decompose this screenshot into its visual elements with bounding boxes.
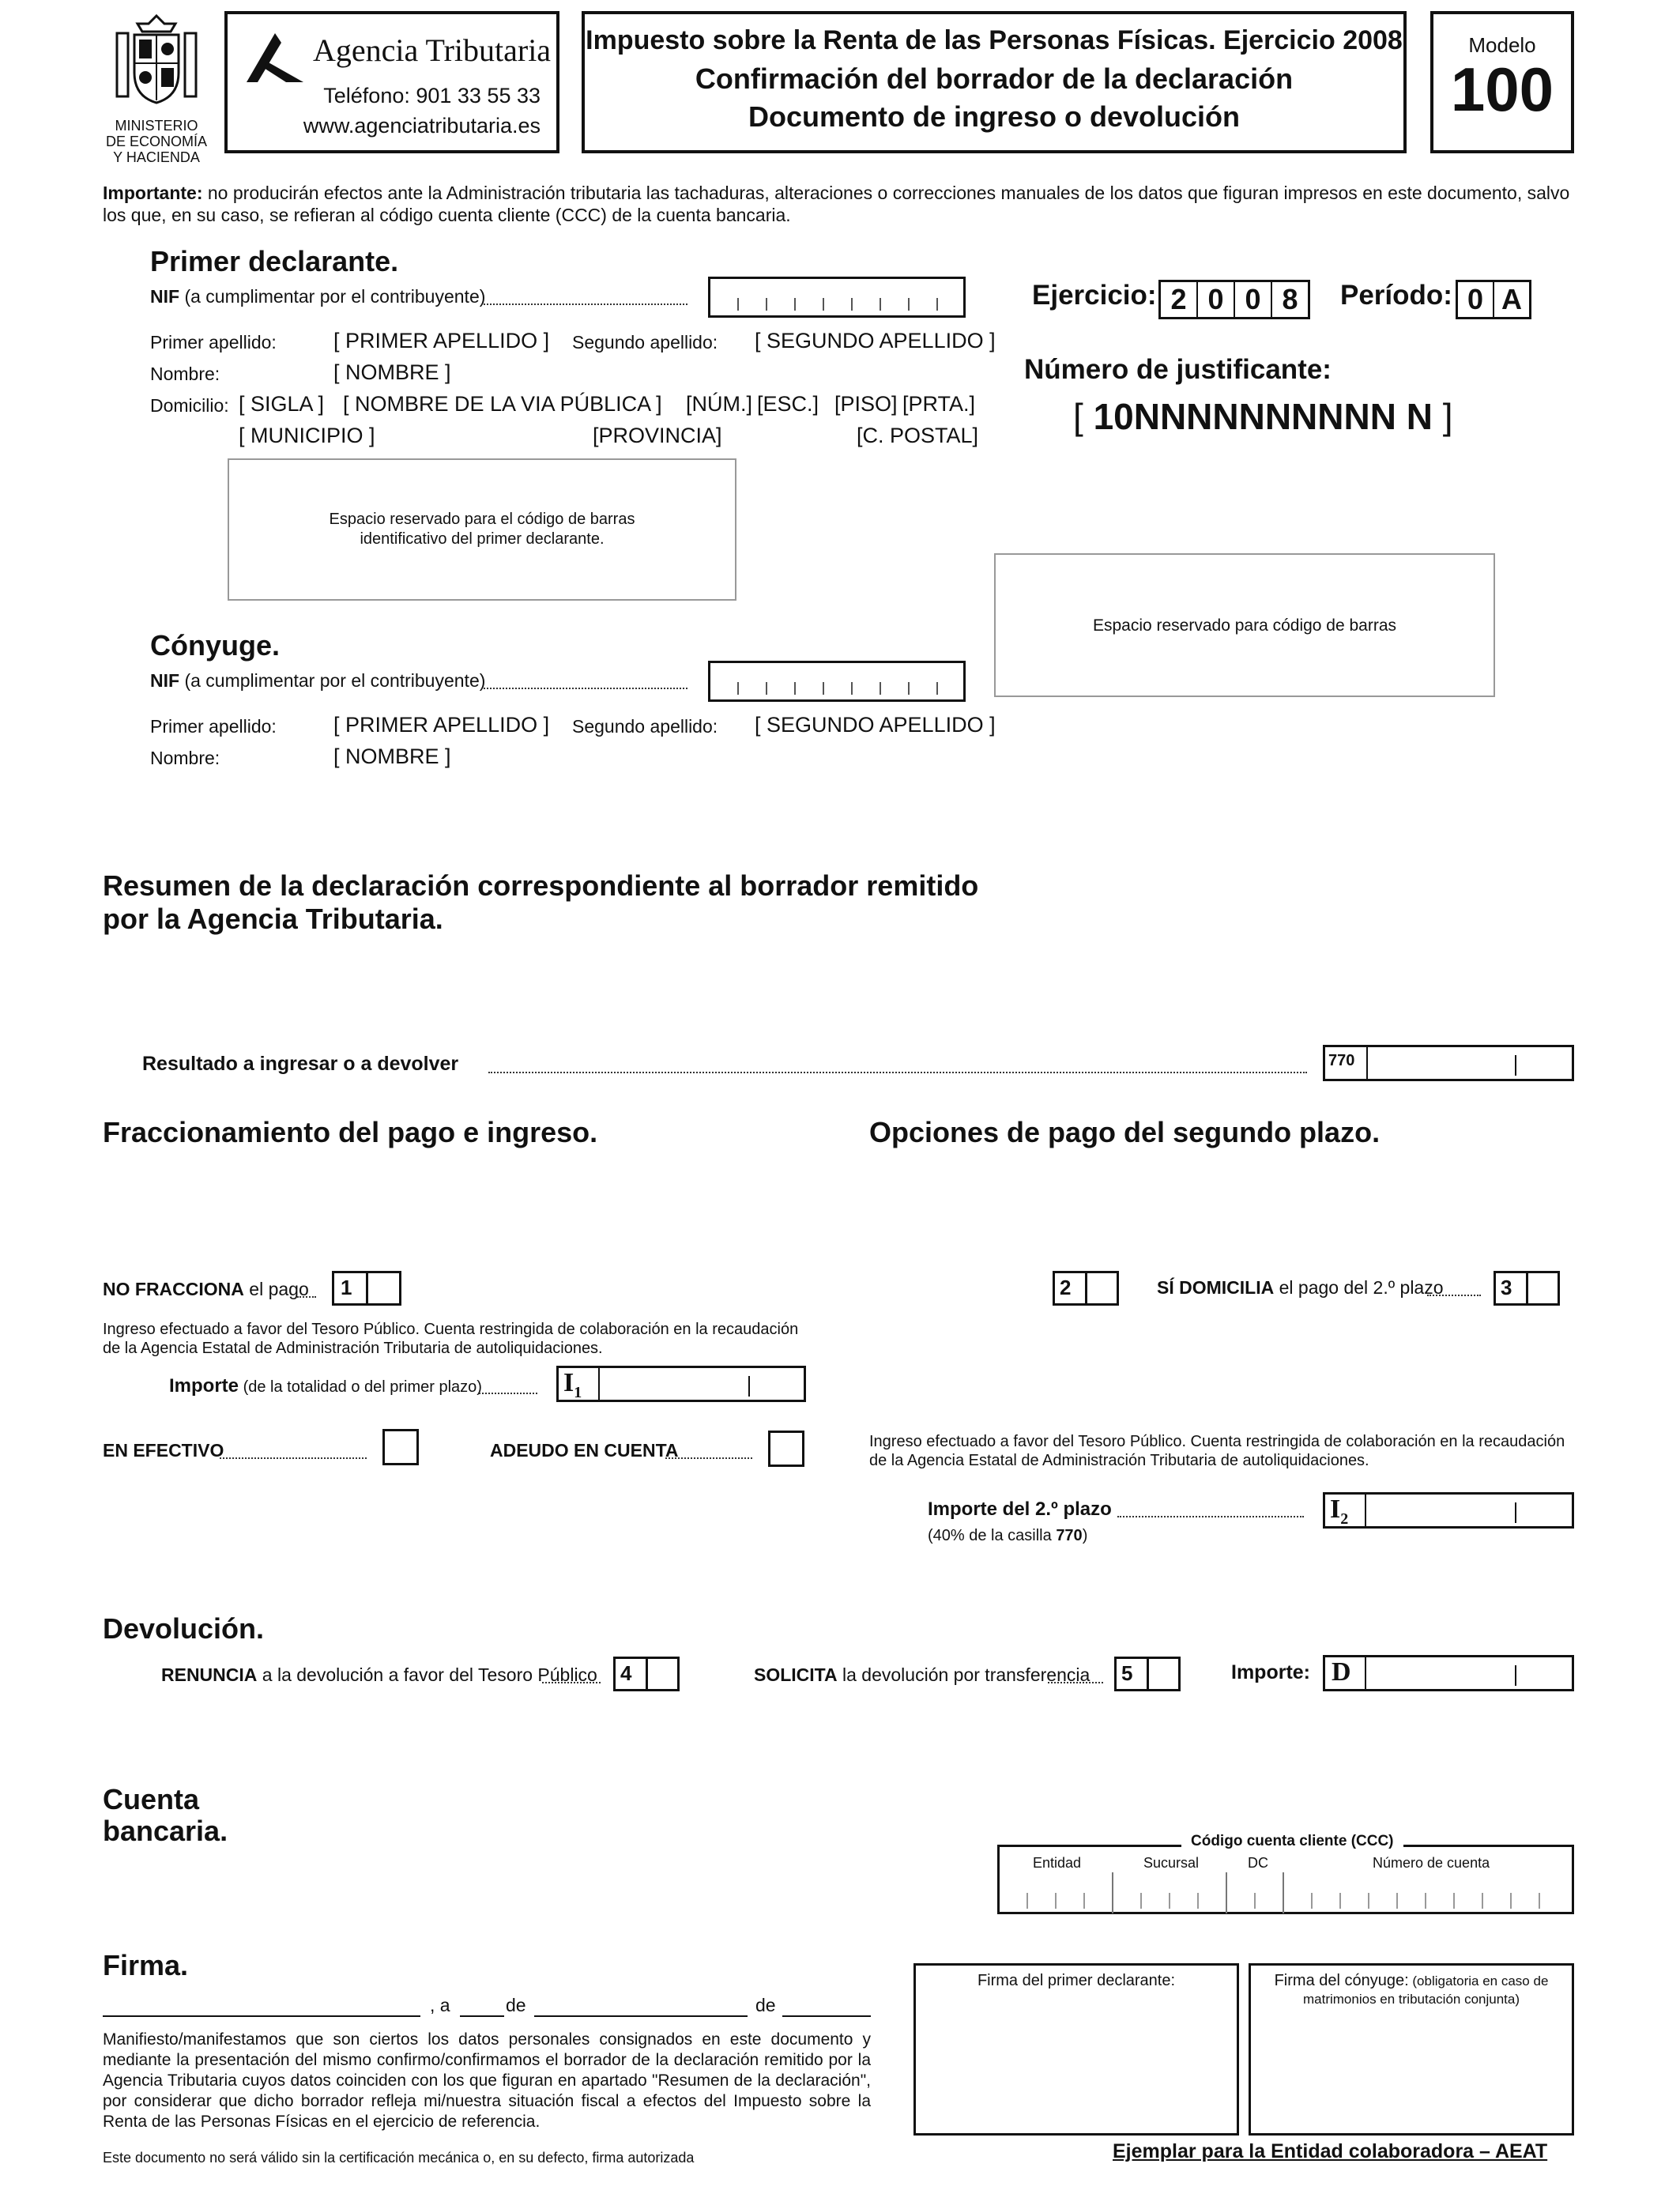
title-line-3: Documento de ingreso o devolución (748, 100, 1241, 133)
firma-primer-box[interactable] (913, 1963, 1239, 2136)
ingreso-text-2: Ingreso efectuado a favor del Tesoro Público. Cuenta restringida de colaboración en la recaudación de la Agencia Estatal de Administración Tributaria de autoliquidaciones. (869, 1433, 1565, 1469)
ccc-numero: Número de cuenta (1373, 1855, 1490, 1871)
modelo-label: Modelo (1468, 33, 1536, 57)
periodo-digit: 0 (1458, 282, 1494, 317)
importe2-label: Importe del 2.º plazo (928, 1498, 1112, 1520)
importe-dots (479, 1393, 537, 1394)
conyuge-heading: Cónyuge. (150, 629, 281, 662)
provincia-value: [PROVINCIA] (593, 424, 722, 447)
ejercicio-digit: 8 (1282, 283, 1298, 315)
justificante-label: Número de justificante: (1024, 354, 1332, 385)
conyuge-segundo-apellido-label: Segundo apellido: (572, 716, 718, 737)
conyuge-nif-label: NIF (a cumplimentar por el contribuyente) (150, 670, 486, 691)
justificante-number: [ 10NNNNNNNNNN N ] (1073, 396, 1453, 437)
notice-text: no producirán efectos ante la Administración tributaria las tachaduras, alteraciones o correcciones manuales de los datos que figuran impresos en este documento, salvo los que, en su caso, se refieran al código cuenta cliente (CCC) de la cuenta bancaria. (103, 183, 1570, 225)
ccc-entidad: Entidad (1033, 1855, 1082, 1871)
conyuge-nombre-label: Nombre: (150, 748, 220, 768)
importe2-note: (40% de la casilla 770) (928, 1527, 1088, 1544)
title-line-2: Confirmación del borrador de la declaración (695, 62, 1294, 95)
ingreso-text-1: Ingreso efectuado a favor del Tesoro Público. Cuenta restringida de colaboración en la recaudación de la Agencia Estatal de Administración Tributaria de autoliquidaciones. (103, 1321, 799, 1357)
firma-heading: Firma. (103, 1949, 189, 1981)
coat-of-arms-icon (101, 9, 212, 112)
nif-input[interactable] (708, 277, 966, 318)
periodo-field (1456, 280, 1531, 319)
esc-value: [ESC.] (757, 392, 819, 416)
nombre-value: [ NOMBRE ] (333, 360, 451, 384)
piso-value: [PISO] (834, 392, 898, 416)
en-efectivo-dots (220, 1457, 367, 1459)
firma-conyuge-box[interactable] (1249, 1963, 1574, 2136)
renuncia-dots (542, 1682, 601, 1683)
modelo-box (1430, 11, 1574, 153)
checkbox-1[interactable]: 1 (332, 1271, 401, 1306)
segundo-apellido-label: Segundo apellido: (572, 332, 718, 352)
modelo-number: 100 (1450, 55, 1554, 124)
periodo-digit: A (1501, 283, 1522, 315)
checkbox-2[interactable]: 2 (1053, 1271, 1119, 1306)
nif-label: NIF (a cumplimentar por el contribuyente) (150, 286, 486, 307)
checkbox-4[interactable]: 4 (613, 1657, 680, 1691)
devolucion-importe-label: Importe: (1231, 1661, 1310, 1683)
conyuge-nombre-value: [ NOMBRE ] (333, 745, 451, 768)
importe-d-field[interactable] (1323, 1655, 1574, 1691)
agency-box (224, 11, 559, 153)
num-value: [NÚM.] (686, 392, 752, 416)
ejercicio-digit: 0 (1198, 282, 1235, 317)
no-fracciona-dots (297, 1296, 316, 1298)
ccc-field[interactable] (997, 1833, 1574, 1914)
adeudo-label: ADEUDO EN CUENTA (490, 1440, 679, 1461)
firma-anio-line[interactable] (782, 2015, 871, 2017)
ccc-sucursal: Sucursal (1143, 1855, 1200, 1871)
conyuge-nif-dotted-line (484, 688, 687, 689)
primer-declarante-heading: Primer declarante. (150, 245, 399, 277)
conyuge-primer-apellido-label: Primer apellido: (150, 716, 277, 737)
i2-label: $I_2$ (1330, 1495, 1349, 1528)
resultado-dotted-line (488, 1072, 1307, 1073)
prta-value: [PRTA.] (902, 392, 976, 416)
barcode-space-primer: Espacio reservado para el código de barras identificativo del primer declarante. (228, 458, 736, 601)
solicita-dots (1048, 1682, 1103, 1683)
en-efectivo-checkbox[interactable] (382, 1429, 419, 1465)
ejercicio-label: Ejercicio: (1032, 280, 1157, 311)
conyuge-primer-apellido-value: [ PRIMER APELLIDO ] (333, 713, 550, 737)
ejercicio-digit: 2 (1161, 282, 1198, 317)
renuncia-label: RENUNCIA a la devolución a favor del Tesoro Público (161, 1664, 597, 1685)
agency-phone: Teléfono: 901 33 55 33 (323, 84, 541, 107)
importe-label: Importe (de la totalidad o del primer plazo) (169, 1375, 482, 1397)
nif-dotted-line (484, 303, 687, 305)
manifiesto-text: Manifiesto/manifestamos que son ciertos los datos personales consignados en este documento y mediante la presentación del mismo confirmo/confirmamos el borrador de la declaración remitido por la Agencia Tributaria cuyos datos coinciden con los que figuran en apartado "Resumen de la declaración", por considerar que dicho borrador refleja mi/nuestra situación fiscal a efectos del Impuesto sobre la Renta de las Personas Físicas en el ejercicio de referencia. (103, 2030, 871, 2131)
si-domicilia-dots (1427, 1295, 1481, 1296)
ccc-dc: DC (1248, 1855, 1268, 1871)
nombre-label: Nombre: (150, 364, 220, 384)
firma-a: , a (430, 1995, 450, 2015)
validez-text: Este documento no será válido sin la certificación mecánica o, en su defecto, firma autorizada (103, 2150, 695, 2166)
agency-name: Agencia Tributaria (313, 32, 552, 68)
municipio-value: [ MUNICIPIO ] (239, 424, 375, 447)
casilla-770[interactable] (1323, 1045, 1574, 1081)
en-efectivo-label: EN EFECTIVO (103, 1440, 224, 1461)
resultado-label: Resultado a ingresar o a devolver (142, 1053, 459, 1075)
ejemplar-text: Ejemplar para la Entidad colaboradora – AEAT (1113, 2140, 1548, 2162)
primer-apellido-label: Primer apellido: (150, 332, 277, 352)
agency-website: www.agenciatributaria.es (303, 114, 541, 138)
segundo-plazo-heading: Opciones de pago del segundo plazo. (869, 1116, 1381, 1148)
adeudo-checkbox[interactable] (768, 1431, 804, 1467)
resumen-heading-1: Resumen de la declaración correspondiente al borrador remitido (103, 869, 979, 902)
ejercicio-digit: 0 (1235, 282, 1272, 317)
sigla-value: [ SIGLA ] (239, 392, 325, 416)
resumen-heading-2: por la Agencia Tributaria. (103, 903, 443, 935)
adeudo-dots (665, 1457, 752, 1459)
title-box (582, 11, 1407, 153)
importe-i1-field[interactable] (556, 1366, 806, 1402)
fraccionamiento-heading: Fraccionamiento del pago e ingreso. (103, 1116, 598, 1148)
segundo-apellido-value: [ SEGUNDO APELLIDO ] (755, 329, 996, 352)
firma-conyuge-label: Firma del cónyuge: (obligatoria en caso de matrimonios en tributación conjunta) (1274, 1972, 1549, 2007)
important-notice (103, 182, 1574, 226)
firma-lugar-line[interactable] (103, 2015, 420, 2017)
ministry-logo (101, 9, 212, 165)
agency-logo-icon (243, 30, 307, 85)
conyuge-nif-input[interactable] (708, 661, 966, 702)
importe-i2-field[interactable] (1323, 1492, 1574, 1529)
i1-label: $I_1$ (563, 1368, 582, 1401)
solicita-label: SOLICITA la devolución por transferencia (754, 1664, 1090, 1685)
casilla-770-number: 770 (1328, 1052, 1355, 1069)
firma-dia-line[interactable] (460, 2015, 504, 2017)
ccc-title: Código cuenta cliente (CCC) (1181, 1833, 1403, 1850)
notice-bold: Importante: (103, 183, 203, 203)
firma-de-1: de (506, 1995, 526, 2015)
conyuge-segundo-apellido-value: [ SEGUNDO APELLIDO ] (755, 713, 996, 737)
cuenta-heading-1: Cuenta (103, 1783, 200, 1815)
cuenta-heading-2: bancaria. (103, 1815, 228, 1847)
periodo-label: Período: (1340, 280, 1452, 311)
checkbox-3[interactable]: 3 (1494, 1271, 1560, 1306)
ejercicio-field (1158, 280, 1310, 319)
firma-mes-line[interactable] (534, 2015, 748, 2017)
importe2-dots (1117, 1516, 1304, 1517)
si-domicilia-label: SÍ DOMICILIA el pago del 2.º plazo (1157, 1277, 1444, 1298)
primer-apellido-value: [ PRIMER APELLIDO ] (333, 329, 550, 352)
barcode-space: Espacio reservado para código de barras (994, 553, 1495, 697)
via-value: [ NOMBRE DE LA VIA PÚBLICA ] (343, 392, 662, 416)
d-label: D (1332, 1657, 1351, 1687)
ministry-line-2: DE ECONOMÍA (105, 134, 207, 149)
title-line-1: Impuesto sobre la Renta de las Personas Físicas. Ejercicio 2008 (586, 25, 1403, 55)
checkbox-5[interactable]: 5 (1114, 1657, 1181, 1691)
firma-primer-label: Firma del primer declarante: (977, 1972, 1176, 1989)
ministry-line-1: MINISTERIO (115, 118, 198, 134)
ministry-line-3: Y HACIENDA (113, 149, 200, 165)
no-fracciona-label: NO FRACCIONA el pago (103, 1279, 309, 1299)
firma-de-2: de (755, 1995, 776, 2015)
cpostal-value: [C. POSTAL] (857, 424, 979, 447)
domicilio-label: Domicilio: (150, 395, 229, 416)
devolucion-heading: Devolución. (103, 1612, 265, 1645)
